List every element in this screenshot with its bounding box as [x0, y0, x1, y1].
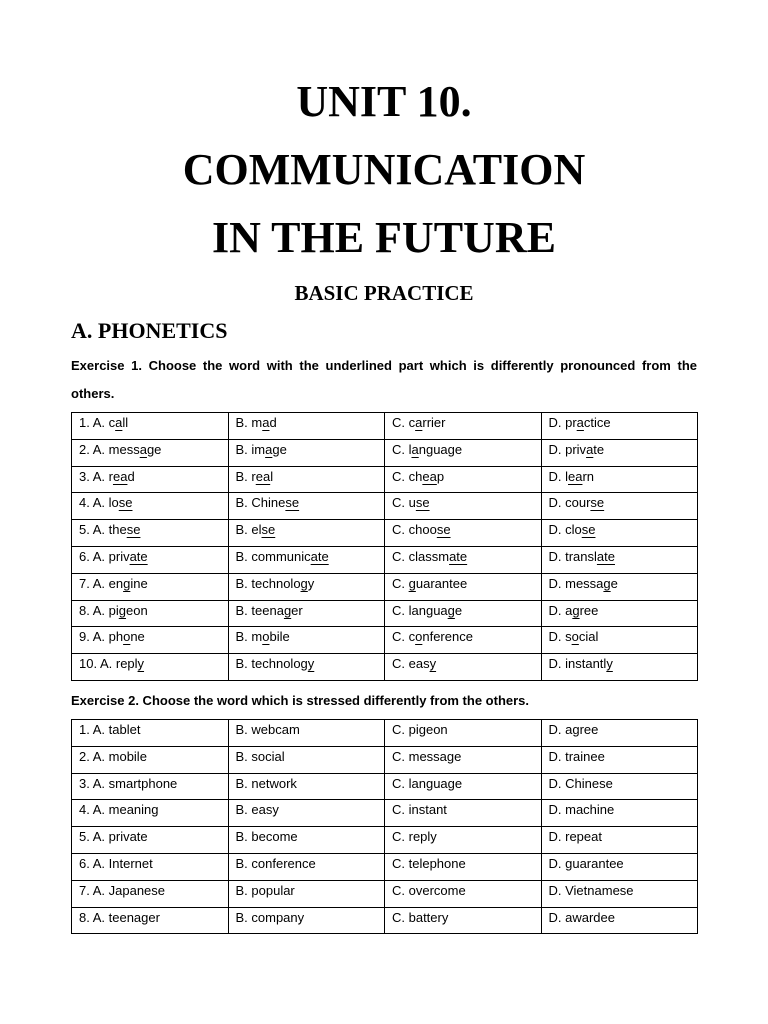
option-cell: 6. A. private — [72, 546, 229, 573]
option-cell: C. overcome — [385, 880, 542, 907]
underlined-part: g — [408, 575, 416, 591]
underlined-part: a — [262, 415, 270, 430]
option-cell: D. social — [541, 627, 698, 654]
option-cell: 2. A. message — [72, 439, 229, 466]
table-row — [72, 627, 698, 654]
underlined-part: ate — [596, 548, 615, 564]
underlined-part: g — [123, 575, 131, 591]
option-cell: 4. A. meaning — [72, 800, 229, 827]
option-cell: C. conference — [385, 627, 542, 654]
underlined-part: y — [429, 656, 437, 672]
option-cell: B. social — [228, 746, 385, 773]
underlined-part: y — [307, 656, 315, 672]
table-row — [72, 600, 698, 627]
table-row — [72, 573, 698, 600]
exercise-2-table — [71, 719, 698, 934]
option-cell: D. message — [541, 573, 698, 600]
option-cell: D. translate — [541, 546, 698, 573]
option-cell: D. Vietnamese — [541, 880, 698, 907]
option-cell: 5. A. these — [72, 520, 229, 547]
option-cell: B. company — [228, 907, 385, 934]
option-cell: B. easy — [228, 800, 385, 827]
table-row — [72, 413, 698, 440]
option-cell: C. use — [385, 493, 542, 520]
option-cell: B. network — [228, 773, 385, 800]
option-cell: 3. A. read — [72, 466, 229, 493]
option-cell: 1. A. tablet — [72, 720, 229, 747]
unit-title-line-2: COMMUNICATION — [182, 145, 586, 194]
table-row — [72, 827, 698, 854]
underlined-part: o — [123, 629, 131, 645]
table-row — [72, 439, 698, 466]
underlined-part: y — [606, 656, 613, 672]
underlined-part: se — [590, 495, 605, 511]
table-row — [72, 853, 698, 880]
option-cell: C. carrier — [385, 413, 542, 440]
underlined-part: ate — [129, 548, 148, 564]
underlined-part: se — [261, 522, 276, 538]
option-cell: B. become — [228, 827, 385, 854]
option-cell: 2. A. mobile — [72, 746, 229, 773]
underlined-part: se — [581, 522, 596, 538]
option-cell: D. practice — [541, 413, 698, 440]
underlined-part: a — [576, 415, 584, 430]
underlined-part: a — [415, 415, 423, 430]
underlined-part: o — [571, 629, 579, 645]
option-cell: D. course — [541, 493, 698, 520]
option-cell: C. guarantee — [385, 573, 542, 600]
option-cell: C. cheap — [385, 466, 542, 493]
option-cell: 8. A. pigeon — [72, 600, 229, 627]
option-cell: 7. A. Japanese — [72, 880, 229, 907]
option-cell: D. trainee — [541, 746, 698, 773]
option-cell: B. else — [228, 520, 385, 547]
option-cell: C. message — [385, 746, 542, 773]
table-row — [72, 773, 698, 800]
option-cell: 5. A. private — [72, 827, 229, 854]
underlined-part: ea — [112, 468, 128, 484]
exercise-1-instruction: Exercise 1. Choose the word with the underlined part which is differently pronounced from the others. — [71, 358, 697, 401]
option-cell: 6. A. Internet — [72, 853, 229, 880]
table-row — [72, 466, 698, 493]
underlined-part: ea — [568, 468, 583, 484]
option-cell: B. webcam — [228, 720, 385, 747]
table-row — [72, 493, 698, 520]
table-row — [72, 520, 698, 547]
option-cell: D. Chinese — [541, 773, 698, 800]
option-cell: B. Chinese — [228, 493, 385, 520]
underlined-part: ate — [310, 548, 329, 564]
underlined-part: a — [586, 441, 594, 457]
unit-title-line-3: IN THE FUTURE — [212, 213, 556, 262]
underlined-part: y — [137, 656, 145, 672]
option-cell: 8. A. teenager — [72, 907, 229, 934]
underlined-part: g — [572, 602, 580, 618]
exercise-2-instruction: Exercise 2. Choose the word which is stressed differently from the others. — [71, 693, 530, 708]
option-cell: 7. A. engine — [72, 573, 229, 600]
option-cell: C. instant — [385, 800, 542, 827]
option-cell: C. classmate — [385, 546, 542, 573]
underlined-part: o — [262, 629, 270, 645]
option-cell: D. agree — [541, 720, 698, 747]
option-cell: D. machine — [541, 800, 698, 827]
table-row — [72, 546, 698, 573]
section-heading: A. PHONETICS — [71, 318, 228, 343]
option-cell: B. communicate — [228, 546, 385, 573]
underlined-part: a — [115, 415, 123, 430]
page-subtitle: BASIC PRACTICE — [294, 281, 474, 305]
underlined-part: o — [415, 629, 423, 645]
option-cell: B. technology — [228, 654, 385, 681]
underlined-part: g — [283, 602, 292, 618]
option-cell: C. choose — [385, 520, 542, 547]
option-cell: B. teenager — [228, 600, 385, 627]
option-cell: D. close — [541, 520, 698, 547]
table-row — [72, 654, 698, 681]
underlined-part: g — [603, 575, 611, 591]
option-cell: B. popular — [228, 880, 385, 907]
option-cell: B. conference — [228, 853, 385, 880]
underlined-part: a — [411, 441, 419, 457]
table-row — [72, 880, 698, 907]
option-cell: C. reply — [385, 827, 542, 854]
option-cell: 1. A. call — [72, 413, 229, 440]
option-cell: B. real — [228, 466, 385, 493]
underlined-part: se — [126, 522, 141, 538]
underlined-part: se — [436, 522, 451, 538]
option-cell: D. guarantee — [541, 853, 698, 880]
option-cell: D. awardee — [541, 907, 698, 934]
option-cell: C. language — [385, 773, 542, 800]
table-row — [72, 800, 698, 827]
option-cell: B. mad — [228, 413, 385, 440]
underlined-part: g — [300, 575, 308, 591]
underlined-part: se — [415, 495, 430, 511]
table-row — [72, 746, 698, 773]
table-row — [72, 720, 698, 747]
underlined-part: se — [118, 495, 133, 511]
option-cell: 9. A. phone — [72, 627, 229, 654]
option-cell: C. language — [385, 439, 542, 466]
option-cell: B. technology — [228, 573, 385, 600]
option-cell: C. telephone — [385, 853, 542, 880]
option-cell: D. agree — [541, 600, 698, 627]
option-cell: C. language — [385, 600, 542, 627]
option-cell: 3. A. smartphone — [72, 773, 229, 800]
option-cell: D. private — [541, 439, 698, 466]
table-row — [72, 907, 698, 934]
underlined-part: ea — [255, 468, 271, 484]
option-cell: B. mobile — [228, 627, 385, 654]
option-cell: D. repeat — [541, 827, 698, 854]
option-cell: D. instantly — [541, 654, 698, 681]
unit-title-line-1: UNIT 10. — [296, 77, 472, 126]
underlined-part: a — [139, 441, 147, 457]
option-cell: C. pigeon — [385, 720, 542, 747]
option-cell: 4. A. lose — [72, 493, 229, 520]
underlined-part: ate — [449, 548, 468, 564]
underlined-part: g — [118, 602, 126, 618]
underlined-part: g — [447, 602, 455, 618]
option-cell: C. easy — [385, 654, 542, 681]
underlined-part: se — [285, 495, 300, 511]
underlined-part: a — [265, 441, 273, 457]
underlined-part: ea — [422, 468, 437, 484]
exercise-1-table — [71, 412, 698, 681]
option-cell: D. learn — [541, 466, 698, 493]
option-cell: 10. A. reply — [72, 654, 229, 681]
option-cell: C. battery — [385, 907, 542, 934]
option-cell: B. image — [228, 439, 385, 466]
